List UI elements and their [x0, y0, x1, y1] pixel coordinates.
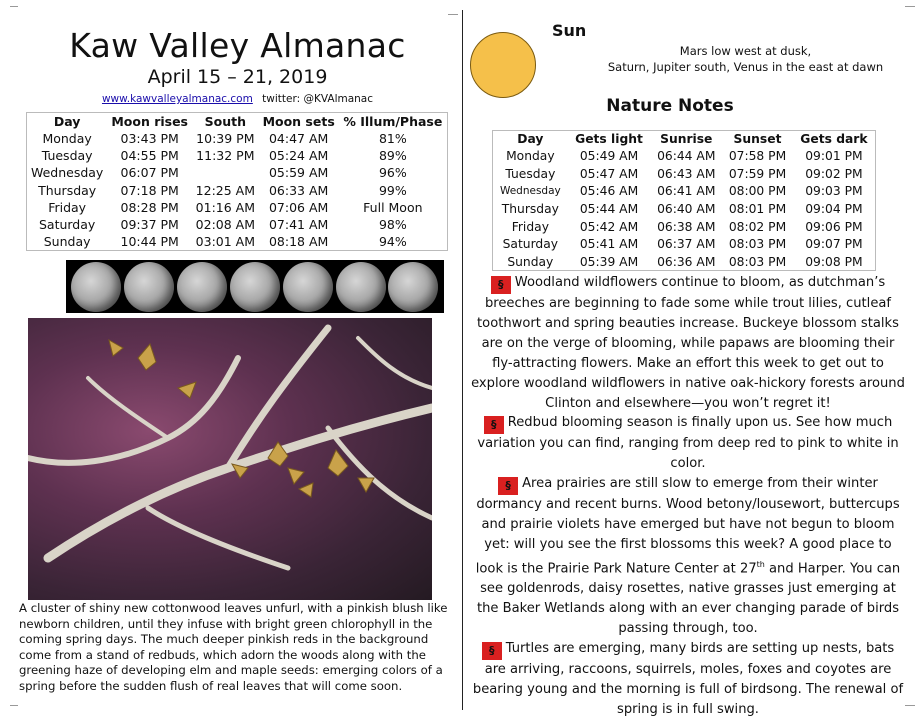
table-cell: 06:33 AM [268, 182, 329, 198]
table-cell: 81% [378, 130, 407, 146]
table-cell: 09:04 PM [805, 202, 863, 217]
table-cell: 09:37 PM [120, 217, 179, 233]
table-cell: 07:59 PM [728, 166, 787, 181]
table-cell: Monday [42, 130, 92, 146]
table-cell: 05:59 AM [268, 165, 329, 181]
page-title: Kaw Valley Almanac [69, 26, 406, 65]
moon-phase-image [71, 262, 121, 312]
photo-caption: A cluster of shiny new cottonwood leaves unfurl, with a pinkish blush like newborn children, until they infuse with bright green chlorophyll in the coming spring days. The much deeper pinkish reds in the background come from a stand of redbuds, which adorn the woods along with the greening haze of developing elm and maple seeds: emerging colors of a spring before the sudden flush of real leaves that will come soon. [19, 601, 448, 693]
table-row [27, 233, 448, 250]
table-cell: 03:43 PM [120, 130, 179, 146]
table-cell: 11:32 PM [196, 147, 255, 163]
table-cell: 08:02 PM [728, 219, 787, 234]
column-header: Day [53, 113, 81, 129]
nature-notes [470, 273, 906, 716]
table-cell: 09:08 PM [805, 254, 863, 269]
table-row [27, 147, 448, 164]
table-cell: Sunday [43, 234, 91, 250]
moon-phase-image [230, 262, 280, 312]
section-bullet-icon: § [482, 642, 502, 660]
table-cell: Sunday [507, 254, 554, 269]
table-cell: Wednesday [499, 185, 561, 198]
sun-label: Sun [552, 21, 587, 40]
table-cell: 09:03 PM [805, 184, 863, 199]
table-cell: 08:03 PM [728, 254, 787, 269]
column-header: Sunset [733, 132, 782, 147]
planets-note [560, 43, 903, 75]
section-bullet-icon: § [484, 416, 504, 434]
table-cell: Full Moon [363, 199, 423, 215]
crop-mark [10, 705, 18, 715]
table-cell: 05:46 AM [579, 184, 639, 199]
crop-mark [905, 705, 915, 715]
table-row [493, 218, 876, 236]
ordinal-suffix: th [756, 559, 765, 569]
table-cell: 04:47 AM [268, 130, 329, 146]
table-cell: 08:18 AM [268, 234, 329, 250]
table-cell: 06:37 AM [657, 237, 716, 252]
moon-phase-image [336, 262, 386, 312]
table-cell: 06:40 AM [657, 202, 716, 217]
table-row [27, 216, 448, 233]
section-bullet-icon: § [498, 477, 518, 495]
sun-table [492, 130, 876, 271]
crop-mark [10, 6, 18, 16]
note-text: and Harper. You can see goldenrods, daisy rosettes, native grasses just emerging at the Baker Wetlands along with an ever changing parade of birds passing through, too. [476, 561, 901, 637]
table-row [493, 200, 876, 218]
moon-phase-image [388, 262, 438, 312]
twitter-handle: twitter: @KVAlmanac [262, 93, 374, 105]
column-header: Moon rises [111, 113, 189, 129]
column-header: Day [517, 132, 544, 147]
crop-mark [448, 14, 458, 24]
cottonwood-branch-illustration [28, 318, 432, 600]
table-cell: 07:58 PM [728, 149, 787, 164]
moon-phase-strip [66, 260, 444, 313]
table-cell: 06:41 AM [657, 184, 716, 199]
nature-notes-title: Nature Notes [606, 96, 734, 116]
column-divider [462, 10, 463, 710]
planets-line: Saturn, Jupiter south, Venus in the east at dawn [607, 60, 884, 74]
table-cell: 09:01 PM [805, 149, 863, 164]
moon-phase-image [177, 262, 227, 312]
column-header: % Illum/Phase [343, 113, 443, 129]
table-cell: Thursday [501, 202, 559, 217]
table-cell: Thursday [38, 182, 97, 198]
table-row [493, 148, 876, 166]
table-cell: 94% [378, 234, 407, 250]
table-cell: Friday [511, 219, 549, 234]
table-cell: 10:44 PM [120, 234, 179, 250]
table-cell: 05:44 AM [579, 202, 639, 217]
table-cell: 10:39 PM [196, 130, 255, 146]
table-cell: 98% [378, 217, 407, 233]
table-row [493, 253, 876, 271]
table-cell: 96% [378, 165, 407, 181]
table-cell: Saturday [502, 237, 559, 252]
table-cell: 03:01 AM [195, 234, 256, 250]
note-text: Woodland wildflowers continue to bloom, as dutchman’s breeches are beginning to fade some while trout lilies, cutleaf toothwort and spring beauties increase. Buckeye blossom stalks are on the verge of blooming, while papaws are blooming their fly-attracting flowers. Make an effort this week to get out to explore woodland wildflowers in native oak-hickory forests around Clinton and elsewhere—you won’t regret it! [471, 275, 905, 411]
website-link[interactable]: www.kawvalleyalmanac.com [101, 93, 253, 105]
table-header-row [493, 131, 876, 148]
moon-phase-image [124, 262, 174, 312]
table-cell: 09:06 PM [805, 219, 863, 234]
note-paragraph [470, 639, 906, 716]
table-cell: 07:06 AM [268, 199, 329, 215]
table-cell: 06:36 AM [657, 254, 716, 269]
table-cell: 08:00 PM [728, 184, 787, 199]
table-cell: 05:41 AM [579, 237, 639, 252]
table-cell: 12:25 AM [195, 182, 256, 198]
table-row [493, 235, 876, 253]
planets-line: Mars low west at dusk, [679, 44, 812, 58]
moon-table [26, 112, 448, 251]
table-cell: 05:49 AM [579, 149, 639, 164]
cottonwood-photo [28, 318, 432, 600]
table-row [27, 181, 448, 198]
table-cell: Tuesday [505, 166, 556, 181]
note-text: Redbud blooming season is finally upon us. See how much variation you can find, ranging from deep red to pink to white in color. [477, 415, 899, 472]
note-text: Turtles are emerging, many birds are setting up nests, bats are arriving, raccoons, squirrels, moles, foxes and coyotes are bearing young and the morning is full of birdsong. The renewal of spring is in full swing. [472, 640, 904, 716]
table-cell: 08:01 PM [728, 202, 787, 217]
table-cell: 01:16 AM [195, 199, 256, 215]
table-cell: Saturday [38, 217, 96, 233]
note-paragraph [470, 413, 906, 474]
table-row [493, 183, 876, 201]
table-cell: 05:24 AM [268, 147, 329, 163]
table-cell: 09:02 PM [805, 166, 863, 181]
table-cell: 05:39 AM [579, 254, 639, 269]
sun-icon [470, 32, 536, 98]
column-header: Gets dark [800, 132, 868, 147]
table-cell: 99% [378, 182, 407, 198]
table-row [27, 164, 448, 181]
crop-mark [905, 6, 915, 16]
note-paragraph [470, 474, 906, 639]
table-header-row [27, 113, 448, 130]
table-cell: 06:43 AM [657, 166, 716, 181]
table-cell: 09:07 PM [805, 237, 863, 252]
table-cell: 02:08 AM [195, 217, 256, 233]
table-cell: 06:38 AM [657, 219, 716, 234]
table-row [27, 130, 448, 147]
table-cell: Tuesday [41, 147, 93, 163]
column-header: Sunrise [660, 132, 713, 147]
column-header: Gets light [575, 132, 643, 147]
table-cell: 06:44 AM [657, 149, 716, 164]
table-cell: 89% [378, 147, 407, 163]
table-cell: Friday [48, 199, 87, 215]
table-cell: 07:41 AM [268, 217, 329, 233]
column-header: South [204, 113, 247, 129]
table-cell: Monday [506, 149, 555, 164]
table-cell: 05:42 AM [579, 219, 639, 234]
contact-links [20, 93, 455, 105]
table-cell: 04:55 PM [120, 147, 179, 163]
date-range: April 15 – 21, 2019 [147, 66, 328, 88]
table-cell: 05:47 AM [579, 166, 639, 181]
table-cell [192, 164, 259, 181]
moon-phase-image [283, 262, 333, 312]
section-bullet-icon: § [491, 276, 511, 294]
note-paragraph [470, 273, 906, 413]
table-row [493, 165, 876, 183]
table-cell: 07:18 PM [120, 182, 179, 198]
note-text: Area prairies are still slow to emerge from their winter dormancy and recent burns. Wood betony/lousewort, buttercups and prairie violets have emerged but have not begun to bloom yet: will you see the first blossoms this week? A good place to look is the Prairie Park Nature Center at 27 [475, 476, 900, 577]
table-cell: 08:03 PM [728, 237, 787, 252]
table-row [27, 199, 448, 216]
table-cell: 08:28 PM [120, 199, 179, 215]
table-cell: 06:07 PM [120, 165, 179, 181]
column-header: Moon sets [262, 113, 335, 129]
table-cell: Wednesday [30, 165, 104, 181]
